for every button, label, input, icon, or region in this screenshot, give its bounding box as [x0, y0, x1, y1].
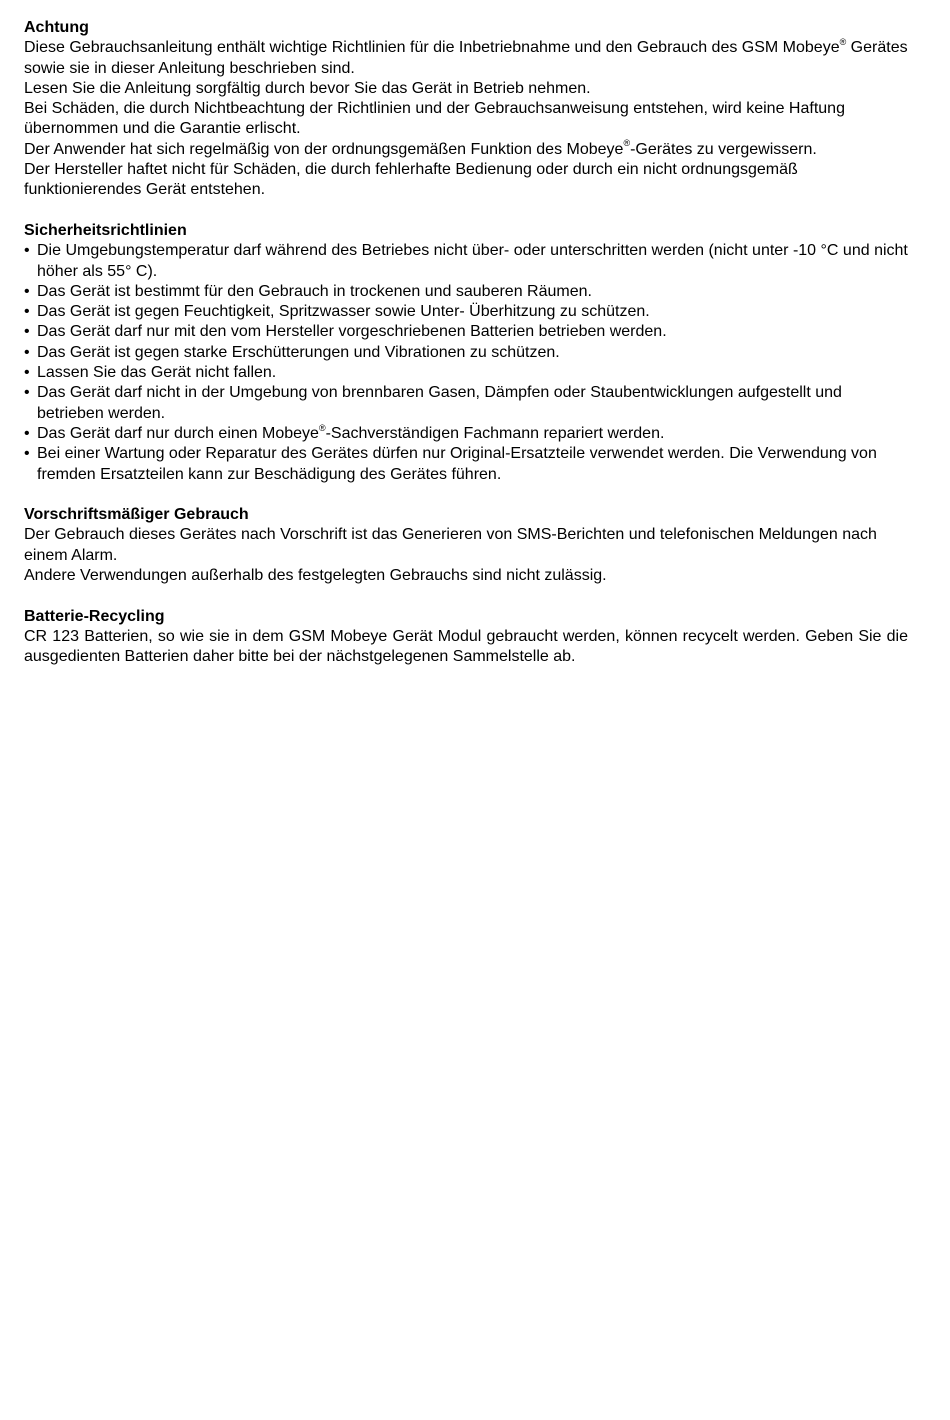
- heading-sicherheitsrichtlinien: Sicherheitsrichtlinien: [24, 221, 187, 239]
- list-item: [24, 343, 908, 363]
- section-batterie-recycling: [24, 607, 908, 668]
- heading-achtung: Achtung: [24, 19, 89, 36]
- bullet-icon: •: [24, 445, 30, 463]
- list-item-text: Das Gerät ist gegen Feuchtigkeit, Spritzwasser sowie Unter- Überhitzung zu schützen.: [37, 303, 650, 321]
- registered-mark: ®: [623, 138, 631, 149]
- bullet-icon: •: [24, 343, 30, 361]
- list-item-text: Das Gerät darf nur mit den vom Hersteller vorgeschriebenen Batterien betrieben werden.: [37, 323, 667, 341]
- achtung-paragraph-2: Lesen Sie die Anleitung sorgfältig durch bevor Sie das Gerät in Betrieb nehmen.: [24, 79, 591, 97]
- list-item: [24, 383, 908, 424]
- bullet-icon: •: [24, 323, 30, 341]
- section-sicherheitsrichtlinien: [24, 221, 908, 485]
- list-item-text: Das Gerät ist bestimmt für den Gebrauch in trockenen und sauberen Räumen.: [37, 282, 592, 300]
- gebrauch-paragraph-2: Andere Verwendungen außerhalb des festgelegten Gebrauchs sind nicht zulässig.: [24, 567, 607, 585]
- list-item: [24, 322, 908, 342]
- achtung-p1-text-a: Diese Gebrauchsanleitung enthält wichtige Richtlinien für die Inbetriebnahme und den Gebrauch des GSM Mobeye: [24, 39, 840, 57]
- bullet-icon: •: [24, 424, 30, 442]
- gebrauch-paragraph-1: Der Gebrauch dieses Gerätes nach Vorschrift ist das Generieren von SMS-Berichten und telefonischen Meldungen nach einem Alarm.: [24, 526, 877, 564]
- list-item-text: Lassen Sie das Gerät nicht fallen.: [37, 364, 277, 382]
- bullet-icon: •: [24, 282, 30, 300]
- list-item: [24, 363, 908, 383]
- achtung-paragraph-5: Der Hersteller haftet nicht für Schäden, die durch fehlerhafte Bedienung oder durch ein nicht ordnungsgemäß funktionierendes Gerät entstehen.: [24, 161, 798, 199]
- list-item: [24, 241, 908, 282]
- achtung-p4-text-a: Der Anwender hat sich regelmäßig von der ordnungsgemäßen Funktion des Mobeye: [24, 140, 624, 158]
- recycling-paragraph: CR 123 Batterien, so wie sie in dem GSM Mobeye Gerät Modul gebraucht werden, können recycelt werden. Geben Sie die ausgedienten Batterien daher bitte bei der nächstgelegenen Sammelstelle ab.: [24, 627, 908, 666]
- achtung-paragraph-3: Bei Schäden, die durch Nichtbeachtung der Richtlinien und der Gebrauchsanweisung entstehen, wird keine Haftung übernommen und die Garantie erlischt.: [24, 100, 845, 138]
- list-item: [24, 424, 908, 444]
- section-achtung: [24, 18, 908, 201]
- safety-bullet-list: [24, 241, 908, 485]
- bullet-icon: •: [24, 384, 30, 402]
- list-item-text: Das Gerät ist gegen starke Erschütterungen und Vibrationen zu schützen.: [37, 343, 560, 361]
- bullet-icon: •: [24, 242, 30, 260]
- list-item-text: Bei einer Wartung oder Reparatur des Gerätes dürfen nur Original-Ersatzteile verwendet werden. Die Verwendung von fremden Ersatzteilen kann zur Beschädigung des Gerätes führen.: [37, 445, 877, 483]
- achtung-paragraph-1: [24, 38, 908, 79]
- list-item-text-b: -Sachverständigen Fachmann repariert werden.: [325, 424, 665, 442]
- document-page: [24, 18, 908, 668]
- registered-mark: ®: [318, 422, 326, 433]
- achtung-p4-text-b: -Gerätes zu vergewissern.: [630, 140, 817, 158]
- list-item-text: Die Umgebungstemperatur darf während des Betriebes nicht über- oder unterschritten werden (nicht unter -10 °C und nicht höher als 55° C).: [37, 242, 908, 280]
- list-item-text: Das Gerät darf nicht in der Umgebung von brennbaren Gasen, Dämpfen oder Staubentwicklungen aufgestellt und betrieben werden.: [37, 384, 842, 422]
- achtung-p1-text-b: Gerätes sowie sie in dieser Anleitung beschrieben sind.: [24, 39, 908, 77]
- list-item: [24, 282, 908, 302]
- list-item-text-a: Das Gerät darf nur durch einen Mobeye: [37, 424, 319, 442]
- list-item: [24, 444, 908, 485]
- section-vorschriftsmaessiger-gebrauch: [24, 505, 908, 586]
- bullet-icon: •: [24, 303, 30, 321]
- achtung-paragraph-4: [24, 140, 908, 160]
- list-item: [24, 302, 908, 322]
- registered-mark: ®: [839, 36, 847, 47]
- heading-vorschriftsmaessiger-gebrauch: Vorschriftsmäßiger Gebrauch: [24, 506, 249, 524]
- heading-batterie-recycling: Batterie-Recycling: [24, 607, 165, 625]
- bullet-icon: •: [24, 364, 30, 382]
